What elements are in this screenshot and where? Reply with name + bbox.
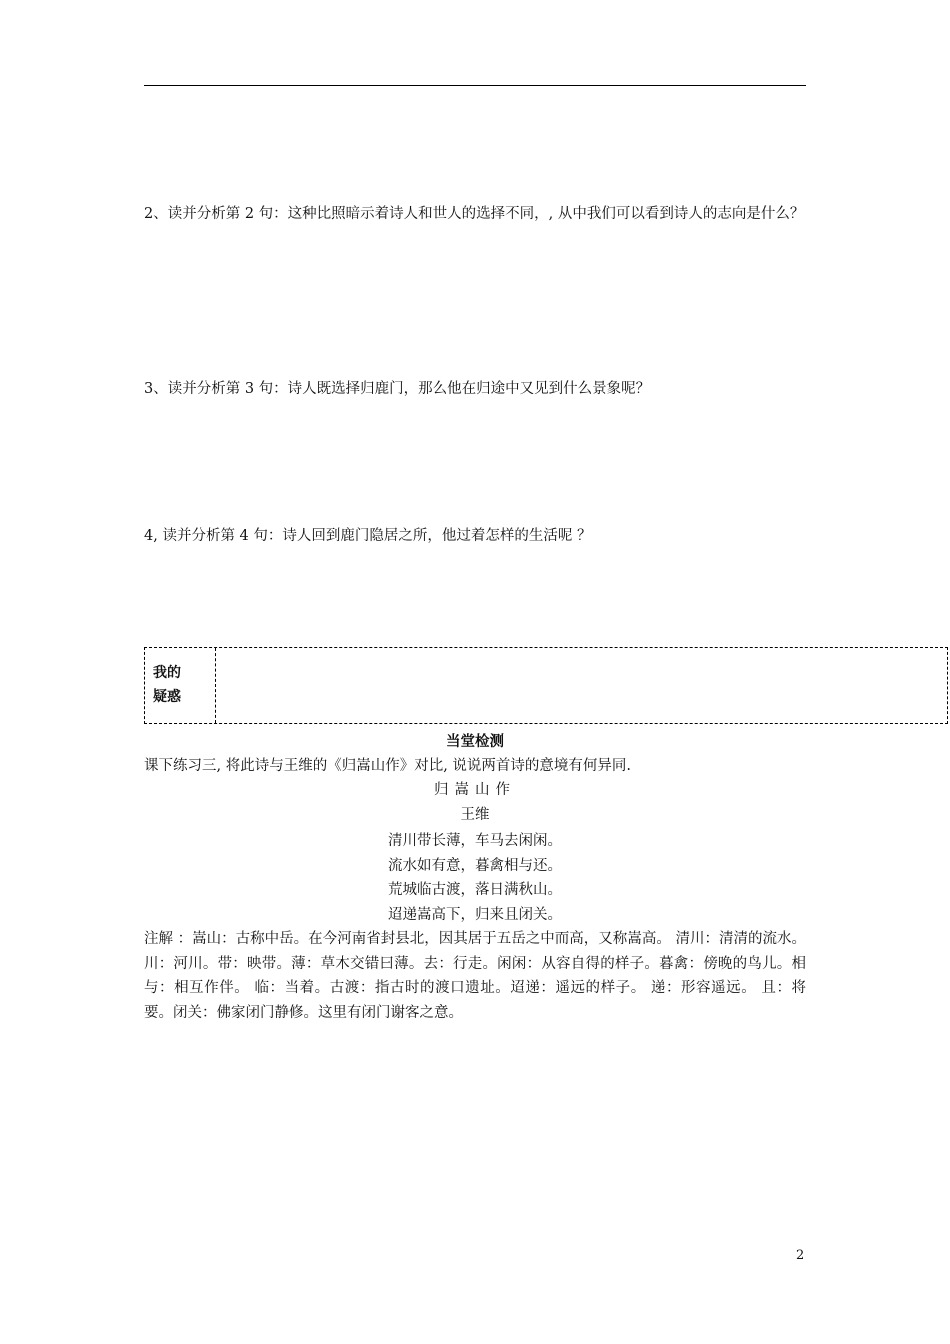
question-4: 4, 读并分析第 4 句：诗人回到鹿门隐居之所，他过着怎样的生活呢 ？ bbox=[144, 528, 592, 544]
poem-line: 迢递嵩高下，归来且闭关。 bbox=[388, 907, 562, 923]
question-2: 2、读并分析第 2 句：这种比照暗示着诗人和世人的选择不同，, 从中我们可以看到诗人的志向是什么？ bbox=[144, 206, 805, 222]
question-3: 3、读并分析第 3 句：诗人既选择归鹿门，那么他在归途中又见到什么景象呢？ bbox=[144, 381, 651, 397]
poem-line: 清川带长薄，车马去闲闲。 bbox=[388, 833, 562, 849]
section-title: 当堂检测 bbox=[446, 734, 504, 750]
doubt-label-line2: 疑惑 bbox=[153, 689, 181, 705]
doubt-answer-area[interactable] bbox=[216, 648, 947, 723]
poem-line: 流水如有意，暮禽相与还。 bbox=[388, 858, 562, 874]
annotation-notes: 注解 ：嵩山：古称中岳。在今河南省封县北，因其居于五岳之中而高，又称嵩高。 清川：清清的流水。川：河川。带：映带。薄：草木交错曰薄。去：行走。闲闲：从容自得的样子。暮禽：傍晚的鸟儿。相与：相互作伴。 临：当着。古渡：指古时的渡口遗址。迢递：遥远的样子。 递：形容遥远。 且：将要。闭关：佛家闭门静修。这里有闭门谢客之意。 bbox=[144, 931, 806, 1021]
poem-author: 王维 bbox=[460, 807, 490, 823]
poem-line: 荒城临古渡，落日满秋山。 bbox=[388, 882, 562, 898]
poem-title: 归嵩山作 bbox=[434, 782, 516, 798]
doubt-box bbox=[144, 647, 948, 724]
exercise-instruction: 课下练习三, 将此诗与王维的《归嵩山作》对比, 说说两首诗的意境有何异同. bbox=[144, 758, 632, 774]
page-number: 2 bbox=[796, 1248, 805, 1263]
doubt-label bbox=[153, 661, 181, 709]
header-rule bbox=[144, 85, 806, 86]
doubt-label-line1: 我的 bbox=[153, 665, 181, 681]
